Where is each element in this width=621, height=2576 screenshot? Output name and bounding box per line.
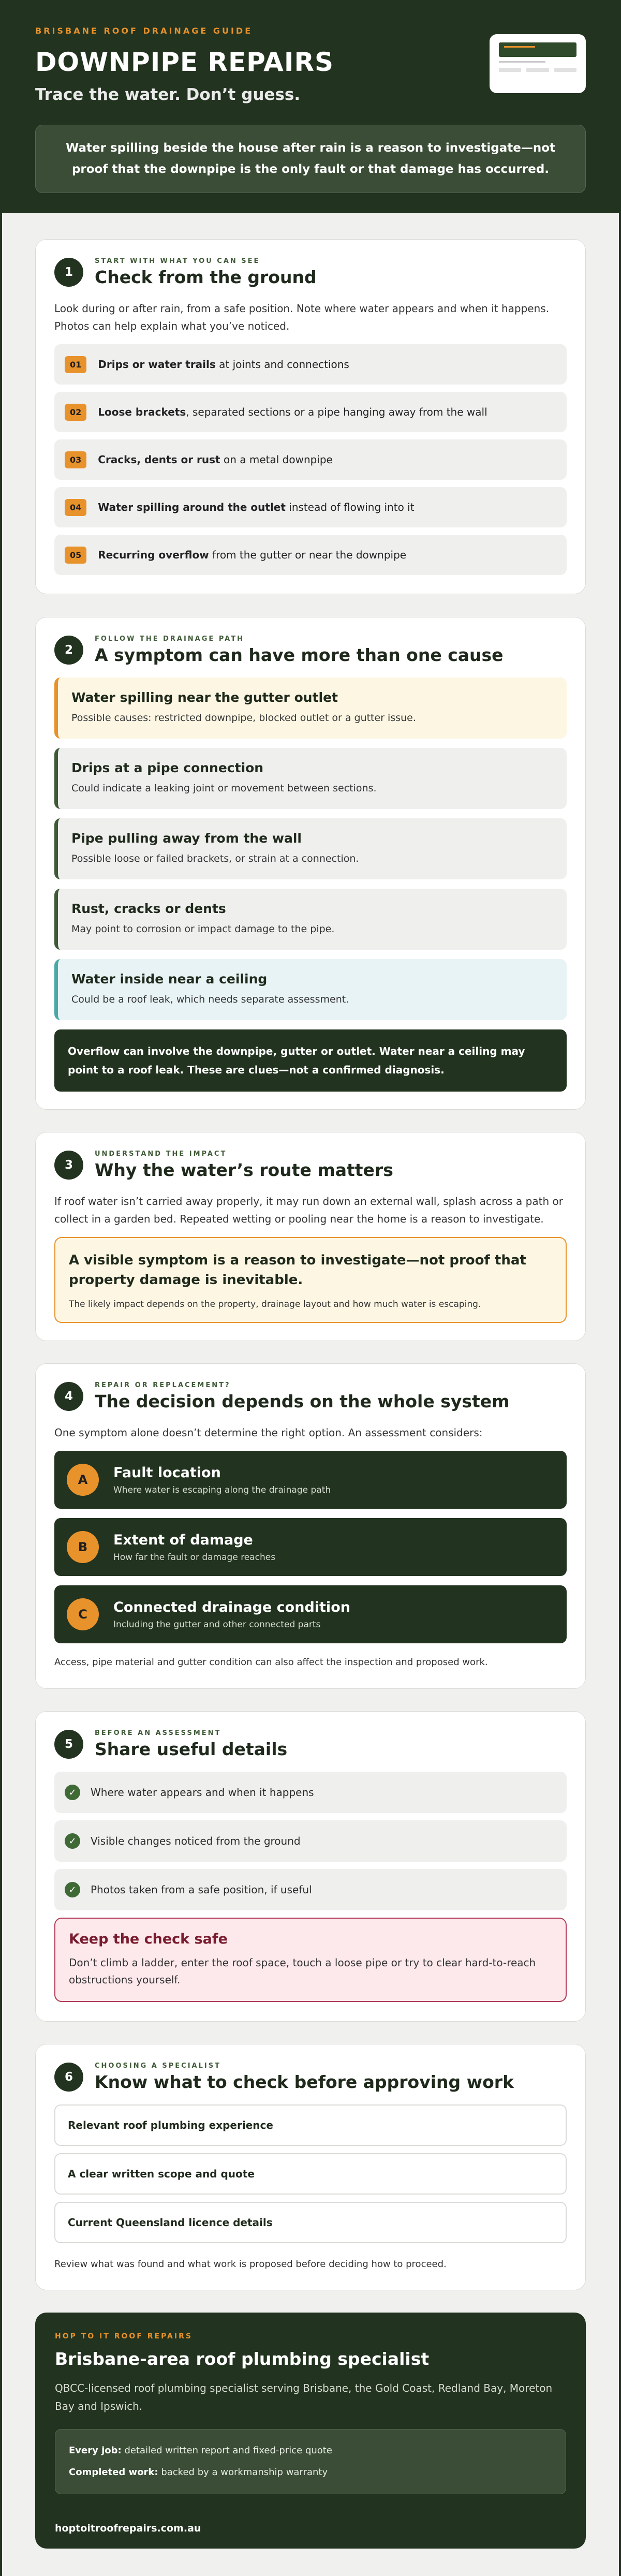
company-kicker: HOP TO IT ROOF REPAIRS (55, 2332, 193, 2341)
cause-card-pipe-pulling: Pipe pulling away from the wall Possible loose or failed brackets, or strain at a connection. (54, 818, 567, 879)
section-footnote: Review what was found and what work is proposed before deciding how to proceed. (54, 2259, 447, 2270)
preview-thumbnail (490, 34, 586, 93)
check-icon: ✓ (65, 1833, 80, 1849)
section-title: Know what to check before approving work (95, 2072, 514, 2092)
hero-kicker: BRISBANE ROOF DRAINAGE GUIDE (35, 26, 253, 36)
section-repair-decision (35, 1363, 586, 1689)
item-number-badge: 01 (65, 356, 86, 373)
section-number: 6 (54, 2063, 83, 2092)
factor-letter: A (67, 1464, 99, 1496)
section-title: Why the water’s route matters (95, 1160, 393, 1180)
factor-extent-of-damage: B Extent of damage How far the fault or damage reaches (54, 1518, 567, 1576)
specialist-check-item: Relevant roof plumbing experience (54, 2104, 567, 2146)
cause-card-gutter-outlet: Water spilling near the gutter outlet Possible causes: restricted downpipe, blocked outlet or a gutter issue. (54, 678, 567, 739)
safety-title: Keep the check safe (69, 1931, 228, 1947)
factor-letter: C (67, 1598, 99, 1630)
section-number: 1 (54, 258, 83, 287)
callout-text: The likely impact depends on the property, drainage layout and how much water is escaping. (69, 1299, 481, 1309)
investigate-callout (54, 1237, 567, 1323)
section-eyebrow: BEFORE AN ASSESSMENT (95, 1729, 221, 1737)
diagnosis-note: Overflow can involve the downpipe, gutter or outlet. Water near a ceiling may point to a roof leak. These are clues—not a confirmed diagnosis. (54, 1029, 567, 1092)
section-choose-specialist (35, 2044, 586, 2290)
section-footnote: Access, pipe material and gutter condition can also affect the inspection and proposed work. (54, 1657, 488, 1668)
safety-warning (54, 1918, 567, 2002)
observation-item: 01 Drips or water trails at joints and connections (54, 344, 567, 385)
section-title: A symptom can have more than one cause (95, 645, 504, 665)
section-number: 3 (54, 1151, 83, 1180)
section-intro: If roof water isn’t carried away properly, it may run down an external wall, splash across a path or collect in a garden bed. Repeated wetting or pooling near the home is a reason to investigate. (54, 1195, 563, 1225)
check-icon: ✓ (65, 1785, 80, 1800)
hero-header (2, 0, 619, 213)
company-description: QBCC-licensed roof plumbing specialist serving Brisbane, the Gold Coast, Redland Bay, Moreton Bay and Ipswich. (55, 2382, 553, 2412)
section-eyebrow: REPAIR OR REPLACEMENT? (95, 1381, 231, 1389)
item-number-badge: 05 (65, 547, 86, 564)
item-number-badge: 02 (65, 404, 86, 421)
section-eyebrow: START WITH WHAT YOU CAN SEE (95, 257, 260, 265)
safety-text: Don’t climb a ladder, enter the roof space, touch a loose pipe or try to clear hard-to-reach obstructions yourself. (69, 1956, 536, 1986)
section-intro: One symptom alone doesn’t determine the right option. An assessment considers: (54, 1426, 483, 1439)
item-number-badge: 04 (65, 499, 86, 516)
section-number: 2 (54, 636, 83, 665)
detail-item: ✓ Photos taken from a safe position, if useful (54, 1869, 567, 1910)
specialist-check-item: Current Queensland licence details (54, 2202, 567, 2243)
cause-card-ceiling-water: Water inside near a ceiling Could be a roof leak, which needs separate assessment. (54, 959, 567, 1020)
section-share-details (35, 1711, 586, 2022)
hero-subtitle: Trace the water. Don’t guess. (35, 85, 301, 104)
detail-item: ✓ Where water appears and when it happens (54, 1772, 567, 1813)
detail-item: ✓ Visible changes noticed from the ground (54, 1820, 567, 1862)
observation-item: 02 Loose brackets, separated sections or a pipe hanging away from the wall (54, 392, 567, 432)
observation-item: 04 Water spilling around the outlet instead of flowing into it (54, 487, 567, 527)
observation-item: 03 Cracks, dents or rust on a metal downpipe (54, 439, 567, 480)
section-check-from-ground (35, 239, 586, 594)
section-symptom-causes (35, 617, 586, 1110)
specialist-check-item: A clear written scope and quote (54, 2153, 567, 2195)
section-title: The decision depends on the whole system (95, 1391, 510, 1411)
company-title: Brisbane-area roof plumbing specialist (55, 2349, 430, 2369)
section-number: 5 (54, 1730, 83, 1759)
company-guarantees: Every job: detailed written report and fixed-price quote Completed work: backed by a workmanship warranty (55, 2429, 566, 2494)
check-icon: ✓ (65, 1882, 80, 1897)
section-intro: Look during or after rain, from a safe position. Note where water appears and when it happens. Photos can help explain what you’ve noticed. (54, 302, 550, 332)
section-eyebrow: FOLLOW THE DRAINAGE PATH (95, 635, 244, 643)
hero-callout: Water spilling beside the house after rain is a reason to investigate—not proof that the downpipe is the only fault or that damage has occurred. (35, 125, 586, 193)
cause-card-rust-cracks: Rust, cracks or dents May point to corrosion or impact damage to the pipe. (54, 889, 567, 950)
factor-drainage-condition: C Connected drainage condition Including the gutter and other connected parts (54, 1585, 567, 1643)
callout-title: A visible symptom is a reason to investigate—not proof that property damage is inevitable. (69, 1253, 526, 1288)
factor-fault-location: A Fault location Where water is escaping along the drainage path (54, 1451, 567, 1509)
item-number-badge: 03 (65, 451, 86, 468)
website-link[interactable]: hoptoitroofrepairs.com.au (55, 2523, 201, 2534)
section-eyebrow: UNDERSTAND THE IMPACT (95, 1150, 227, 1158)
observation-item: 05 Recurring overflow from the gutter or near the downpipe (54, 535, 567, 575)
company-footer (35, 2313, 586, 2549)
factor-letter: B (67, 1531, 99, 1563)
section-eyebrow: CHOOSING A SPECIALIST (95, 2062, 221, 2070)
hero-title: DOWNPIPE REPAIRS (35, 47, 334, 77)
section-title: Share useful details (95, 1739, 288, 1759)
section-title: Check from the ground (95, 267, 317, 287)
section-water-route (35, 1132, 586, 1341)
cause-card-pipe-connection: Drips at a pipe connection Could indicate a leaking joint or movement between sections. (54, 748, 567, 809)
section-number: 4 (54, 1382, 83, 1411)
